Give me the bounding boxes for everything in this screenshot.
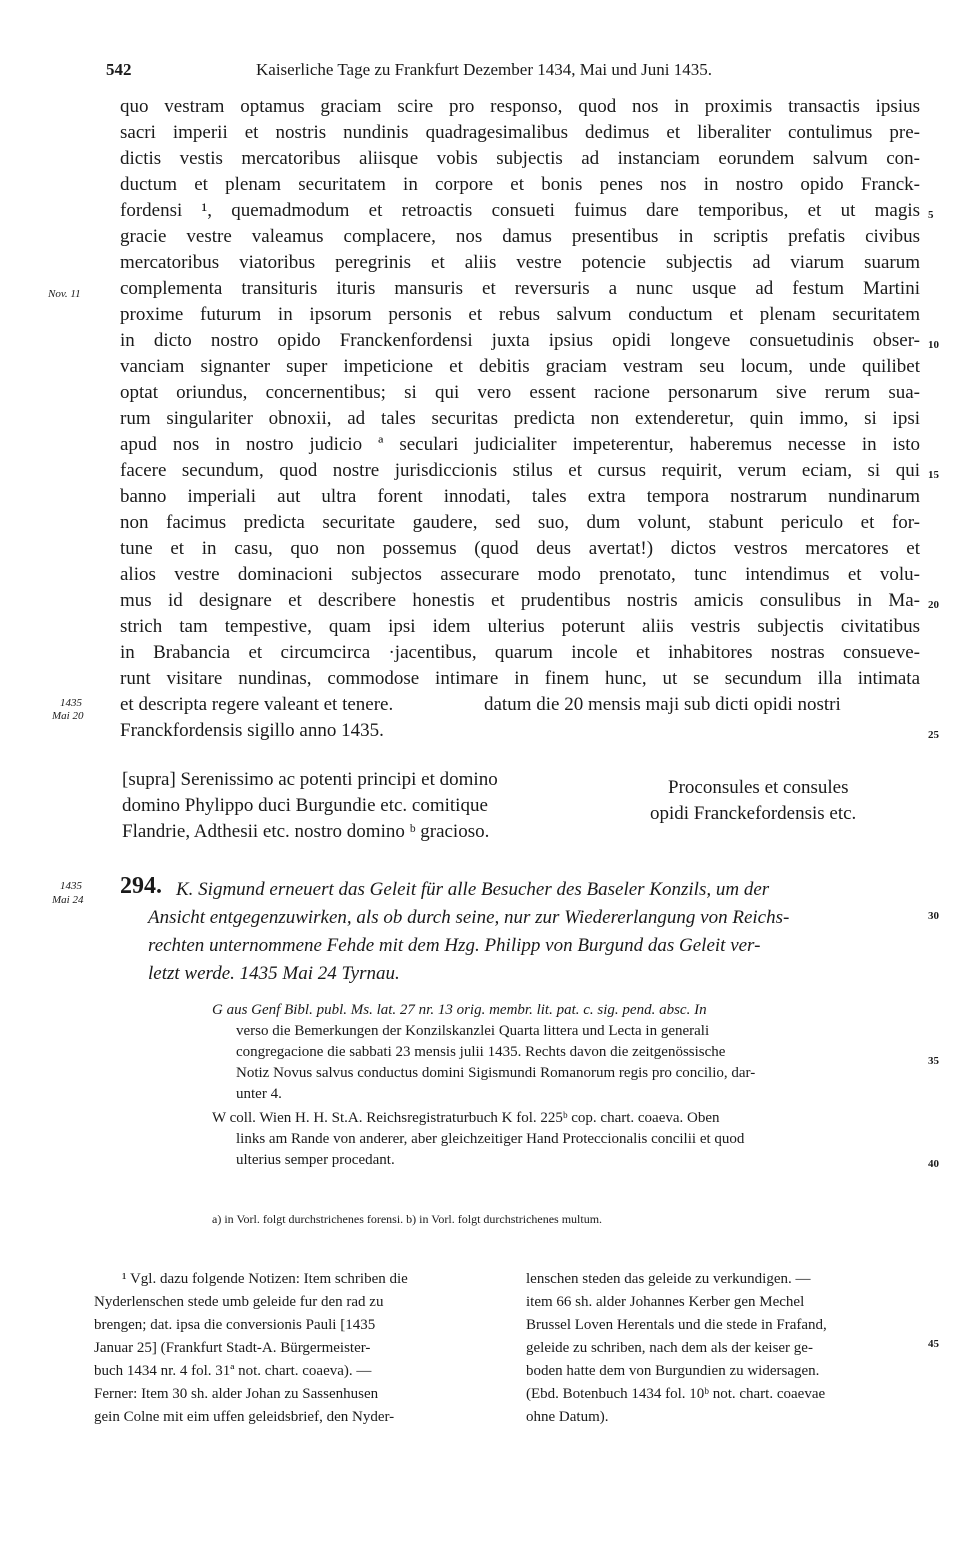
footnote-line: buch 1434 nr. 4 fol. 31ª not. chart. coaeva). — xyxy=(94,1363,372,1379)
body-line: facere secundum, quod nostre jurisdiccionis stilus et cursus requirit, verum eciam, si qui xyxy=(120,460,920,481)
body-line: in Brabancia et circumcirca ·jacentibus, quarum incole et inhabitores nostras consueve- xyxy=(120,642,920,663)
source-line: links am Rande von anderer, aber gleichzeitiger Hand Proteccionalis concilii et quod xyxy=(236,1131,745,1147)
source-line: G aus Genf Bibl. publ. Ms. lat. 27 nr. 13 orig. membr. lit. pat. c. sig. pend. absc. In xyxy=(212,1002,707,1018)
body-line: quo vestram optamus graciam scire pro responso, quod nos in proximis transactis ipsius xyxy=(120,96,920,117)
sender-line: Proconsules et consules xyxy=(668,777,849,798)
document-number: 294. xyxy=(120,873,162,899)
line-number: 15 xyxy=(928,469,939,481)
margin-note-year: 1435 xyxy=(60,880,82,892)
line-number: 45 xyxy=(928,1338,939,1350)
footnote-line: Ferner: Item 30 sh. alder Johan zu Sassenhusen xyxy=(94,1386,379,1402)
footnote-line: gein Colne mit eim uffen geleidsbrief, den Nyder- xyxy=(94,1409,395,1425)
address-line: Flandrie, Adthesii etc. nostro domino ᵇ gracioso. xyxy=(122,821,490,842)
body-line: rum singulariter obnoxii, ad tales securitas predicta non extenderetur, quin immo, si ipsi xyxy=(120,408,920,429)
footnote-line: Nyderlenschen stede umb geleide fur den rad zu xyxy=(94,1294,384,1310)
body-line: mercatoribus viatoribus peregrinis et aliis vestre potencie subjectis ad viarum suarum xyxy=(120,252,920,273)
line-number: 40 xyxy=(928,1158,939,1170)
source-line: verso die Bemerkungen der Konzilskanzlei Quarta littera und Lecta in generali xyxy=(236,1023,710,1039)
body-line: ductum et plenam securitatem in corpore et bonis penes nos in nostro opido Franck- xyxy=(120,174,920,195)
footnote-line: Brussel Loven Herentals und die stede in Frafand, xyxy=(526,1317,827,1333)
source-line: congregacione die sabbati 23 mensis julii 1435. Rechts davon die zeitgenössische xyxy=(236,1044,726,1060)
body-line: alios vestre dominacioni subjectos assecurare modo prenotato, tunc intendimus et volu- xyxy=(120,564,920,585)
margin-note: Nov. 11 xyxy=(48,288,81,300)
body-line: proxime futurum in ipsorum personis et rebus salvum conductum et plenam securitatem xyxy=(120,304,920,325)
margin-note-day: Mai 20 xyxy=(52,710,84,722)
address-line: [supra] Serenissimo ac potenti principi et domino xyxy=(122,769,498,790)
regest-line: Ansicht entgegenzuwirken, als ob durch seine, nur zur Wiedererlangung von Reichs- xyxy=(148,907,790,928)
footnote-line: geleide zu schriben, nach dem als der keiser ge- xyxy=(526,1340,813,1356)
line-number: 30 xyxy=(928,910,939,922)
footnote-line: ¹ Vgl. dazu folgende Notizen: Item schriben die xyxy=(122,1271,408,1287)
footnote-line: Januar 25] (Frankfurt Stadt-A. Bürgermeister- xyxy=(94,1340,371,1356)
line-number: 5 xyxy=(928,209,934,221)
body-line: banno imperiali aut ultra forent innodati, tales extra tempora nostrarum nundinarum xyxy=(120,486,920,507)
line-number: 25 xyxy=(928,729,939,741)
sender-line: opidi Franckefordensis etc. xyxy=(650,803,857,824)
margin-note-year: 1435 xyxy=(60,697,82,709)
page-number: 542 xyxy=(106,60,132,79)
body-line: vanciam signanter super impeticione et debitis graciam vestram seu locum, unde quilibet xyxy=(120,356,920,377)
footnote-line: item 66 sh. alder Johannes Kerber gen Mechel xyxy=(526,1294,805,1310)
body-line: dictis vestis mercatoribus aliisque vobis subjectis ad instanciam eorundem salvum con- xyxy=(120,148,920,169)
line-number: 10 xyxy=(928,339,939,351)
body-line: gracie vestre valeamus complacere, nos damus presentibus in scriptis prefatis civibus xyxy=(120,226,920,247)
dating-clause: datum die 20 mensis maji sub dicti opidi nostri xyxy=(484,694,841,715)
body-line: complementa transituris ituris mansuris et reversuris a nunc usque ad festum Martini xyxy=(120,278,920,299)
footnote-line: boden hatte dem von Burgundien zu widersagen. xyxy=(526,1363,820,1379)
line-number: 35 xyxy=(928,1055,939,1067)
margin-note-day: Mai 24 xyxy=(52,894,84,906)
running-title: Kaiserliche Tage zu Frankfurt Dezember 1434, Mai und Juni 1435. xyxy=(256,60,712,79)
body-line: strich tam tempestive, quam ipsi idem ulterius poterunt aliis vestris subjectis civitatibus xyxy=(120,616,920,637)
address-line: domino Phylippo duci Burgundie etc. comitique xyxy=(122,795,488,816)
line-number: 20 xyxy=(928,599,939,611)
regest-line: rechten unternommene Fehde mit dem Hzg. Philipp von Burgund das Geleit ver- xyxy=(148,935,761,956)
source-line: unter 4. xyxy=(236,1086,282,1102)
body-line: sacri imperii et nostris nundinis quadragesimalibus dedimus et liberaliter contulimus pre- xyxy=(120,122,920,143)
body-line: in dicto nostro opido Franckenfordensi juxta ipsius opidi longeve consuetudinis obser- xyxy=(120,330,920,351)
footnote-line: (Ebd. Botenbuch 1434 fol. 10ᵇ not. chart. coaevae xyxy=(526,1386,826,1402)
regest-line: letzt werde. 1435 Mai 24 Tyrnau. xyxy=(148,963,400,984)
body-line: tune et in casu, quo non possemus (quod deus avertat!) dictos vestros mercatores et xyxy=(120,538,920,559)
body-line: mus id designare et describere honestis et prudentibus nostris amicis consulibus in Ma- xyxy=(120,590,920,611)
source-line: Notiz Novus salvus conductus domini Sigismundi Romanorum regis pro concilio, dar- xyxy=(236,1065,756,1081)
body-line: et descripta regere valeant et tenere. xyxy=(120,694,394,715)
body-line: Franckfordensis sigillo anno 1435. xyxy=(120,720,384,741)
body-line: fordensi ¹, quemadmodum et retroactis consueti fuimus dare temporibus, et ut magis xyxy=(120,200,920,221)
variant-notes: a) in Vorl. folgt durchstrichenes forensi. b) in Vorl. folgt durchstrichenes multum. xyxy=(212,1212,603,1226)
body-line: runt visitare nundinas, commodose intimare in finem hunc, ut se secundum illa intimata xyxy=(120,668,920,689)
body-line: non facimus predicta securitate gaudere, sed suo, dum volunt, stabunt periculo et for- xyxy=(120,512,920,533)
footnote-line: ohne Datum). xyxy=(526,1409,609,1425)
body-line: optat oriundus, concernentibus; si qui vero essent racione personarum sive rerum sua- xyxy=(120,382,920,403)
source-line: W coll. Wien H. H. St.A. Reichsregistraturbuch K fol. 225ᵇ cop. chart. coaeva. Oben xyxy=(212,1110,720,1126)
footnote-line: lenschen steden das geleide zu verkundigen. — xyxy=(526,1271,811,1287)
regest-line: K. Sigmund erneuert das Geleit für alle Besucher des Baseler Konzils, um der xyxy=(176,879,770,900)
source-line: ulterius semper procedant. xyxy=(236,1152,395,1168)
footnote-line: brengen; dat. ipsa die conversionis Pauli [1435 xyxy=(94,1317,376,1333)
body-line: apud nos in nostro judicio ª seculari judicialiter impeterentur, haberemus necesse in isto xyxy=(120,434,920,455)
